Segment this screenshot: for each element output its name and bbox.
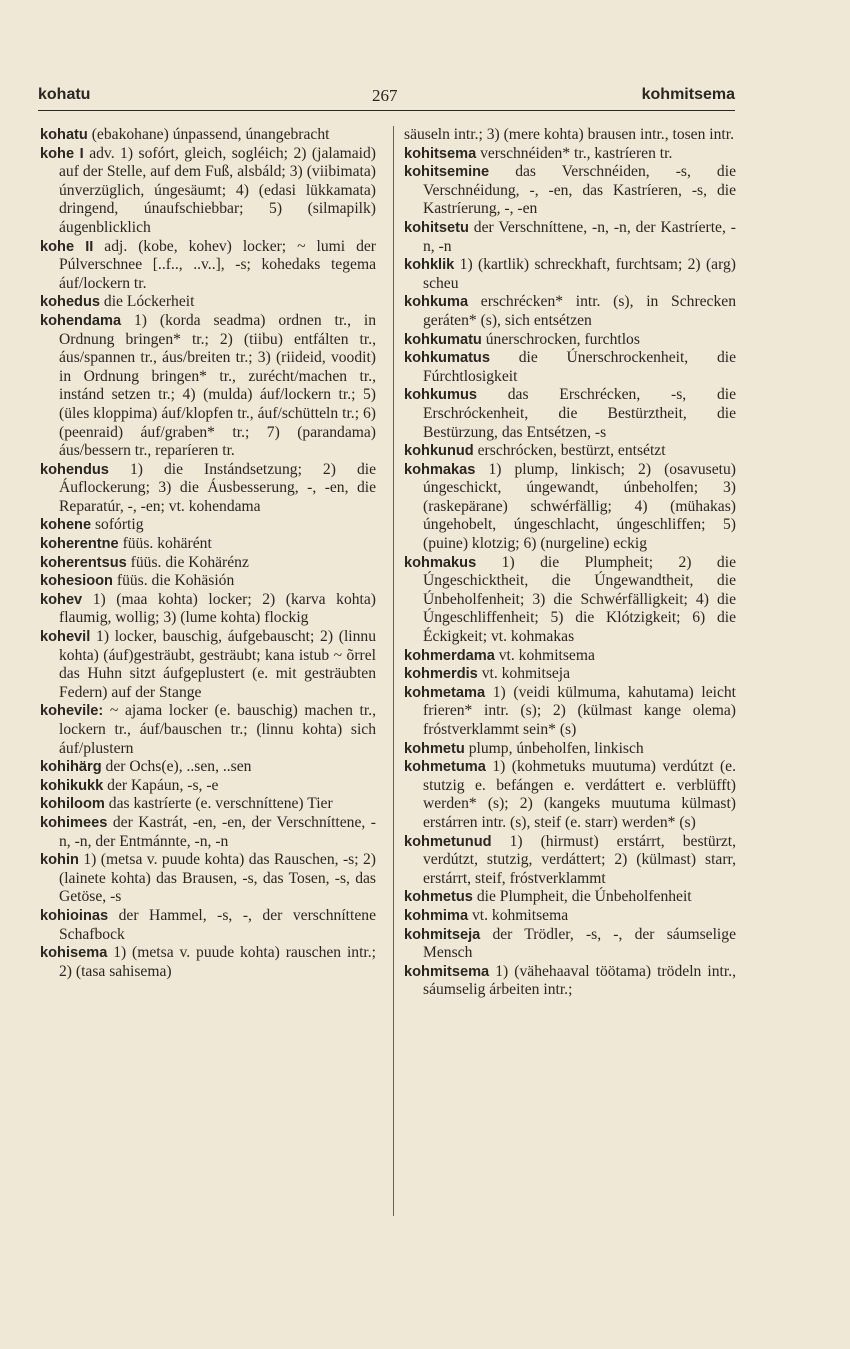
dictionary-entry xyxy=(404,145,736,164)
entry-definition: vt. kohmitseja xyxy=(477,665,571,683)
page-header xyxy=(38,82,735,106)
entry-definition: verschnéiden* tr., kastríeren tr. xyxy=(476,144,673,162)
dictionary-entry xyxy=(404,926,736,963)
entry-definition: das kastríerte (e. verschníttene) Tier xyxy=(104,795,333,813)
entry-headword: kohiloom xyxy=(40,796,105,813)
dictionary-entry xyxy=(404,256,736,293)
dictionary-entry xyxy=(404,740,736,759)
entry-definition: der Kapáun, -s, -e xyxy=(103,776,219,794)
dictionary-entry xyxy=(40,572,376,591)
entry-definition: 1) die Plumpheit; 2) die Úngeschicktheit, die Úngewandtheit, die Únbeholfenheit; 3) die Schwérfälligkeit; 4) die Úngeschliffenheit; 5) die Klótzigkeit; 6) die Éckigkeit; vt. kohmakas xyxy=(423,553,736,646)
entry-definition: vt. kohmitsema xyxy=(468,906,569,924)
entry-definition: der Ochs(e), ..sen, ..sen xyxy=(101,758,252,776)
dictionary-entry xyxy=(404,126,736,145)
entry-headword: kohklik xyxy=(404,257,455,274)
entry-definition: säuseln intr.; 3) (mere kohta) brausen intr., tosen intr. xyxy=(404,126,734,143)
dictionary-entry xyxy=(404,888,736,907)
entry-headword: kohendus xyxy=(40,461,109,478)
header-rule xyxy=(38,110,735,111)
dictionary-entry xyxy=(40,907,376,944)
entry-definition: füüs. die Kohärénz xyxy=(126,553,249,571)
entry-headword: kohe II xyxy=(40,238,94,255)
entry-headword: kohitsemine xyxy=(404,164,490,181)
entry-definition: 1) (metsa v. puude kohta) rauschen intr.; 2) (tasa sahisema) xyxy=(59,944,376,980)
entry-headword: kohmetama xyxy=(404,684,486,701)
entry-definition: sofórtig xyxy=(91,516,144,534)
entry-definition: plump, únbeholfen, linkisch xyxy=(464,739,644,757)
header-left-guide-word: kohatu xyxy=(38,86,91,103)
dictionary-entry xyxy=(404,442,736,461)
dictionary-entry xyxy=(404,758,736,832)
entry-headword: kohkuma xyxy=(404,294,469,311)
dictionary-entry xyxy=(404,386,736,442)
dictionary-entry xyxy=(40,944,376,981)
entry-definition: füüs. die Kohäsión xyxy=(112,572,235,590)
dictionary-entry xyxy=(40,591,376,628)
dictionary-entry xyxy=(40,554,376,573)
entry-headword: kohmetu xyxy=(404,740,465,757)
entry-headword: kohesioon xyxy=(40,573,113,590)
entry-definition: 1) locker, bauschig, áufgebauscht; 2) (linnu kohta) (áuf)gesträubt, gesträubt; kana istub ~ õrrel das Huhn sitzt áufgeplustert (e. mit gesträubten Federn) auf der Stange xyxy=(59,628,376,701)
left-column xyxy=(40,126,376,981)
right-column xyxy=(404,126,736,1000)
entry-definition: der Trödler, -s, -, der sáumselige Mensch xyxy=(423,925,736,962)
entry-definition: adj. (kobe, kohev) locker; ~ lumi der Púlverschnee [..f.., ..v..], -s; kohedaks tegema áuf/lockern tr. xyxy=(59,237,376,292)
dictionary-entry xyxy=(404,833,736,889)
dictionary-entry xyxy=(404,665,736,684)
entry-headword: kohmerdama xyxy=(404,647,495,664)
entry-definition: das Erschrécken, -s, die Erschróckenheit, die Bestürztheit, die Bestürzung, das Entsétzen, -s xyxy=(423,386,736,441)
entry-definition: únerschrocken, furchtlos xyxy=(481,330,640,348)
entry-definition: (ebakohane) únpassend, únangebracht xyxy=(87,126,330,143)
entry-definition: adv. 1) sofórt, gleich, sogléich; 2) (jalamaid) auf der Stelle, auf dem Fuß, alsbáld; 3) (viibimata) únverzüglich, úngesäumt; 4) (edasi lükkamata) dringend, únaufschiebbar; 5) (silmapilk) áugenblicklich xyxy=(59,144,376,236)
dictionary-entry xyxy=(404,349,736,386)
dictionary-entry xyxy=(40,516,376,535)
entry-headword: kohatu xyxy=(40,127,88,143)
entry-definition: erschrécken* intr. (s), in Schrecken geráten* (s), sich entsétzen xyxy=(423,293,736,329)
entry-definition: 1) (kohmetuks muutuma) verdútzt (e. stutzig e. befángen e. verdáttert e. verblüfft) werden* (s); 2) (kangeks muutuma külmast) erstárren intr. (s), steif (e. starr) werden* (s) xyxy=(423,758,736,831)
dictionary-entry xyxy=(40,312,376,461)
entry-headword: kohev xyxy=(40,591,83,608)
entry-headword: kohikukk xyxy=(40,777,104,794)
dictionary-entry xyxy=(40,702,376,758)
dictionary-entry xyxy=(40,238,376,294)
entry-definition: 1) (hirmust) erstárrt, bestürzt, verdútzt, stutzig, verdáttert; 2) (külmast) starr, erstárrt, steif, fróstverklammt xyxy=(423,832,736,887)
entry-definition: ~ ajama locker (e. bauschig) machen tr., lockern tr., áuf/bauschen tr.; (linnu kohta) sich áuf/plustern xyxy=(59,702,376,757)
dictionary-entry xyxy=(40,145,376,238)
entry-headword: koherentne xyxy=(40,536,119,553)
entry-definition: das Verschnéiden, -s, die Verschnéidung, -, -en, das Kastríeren, -s, die Kastríerung, -, -en xyxy=(423,163,736,218)
entry-headword: kohene xyxy=(40,517,92,534)
dictionary-entry xyxy=(404,554,736,647)
entry-headword: kohkumatus xyxy=(404,350,490,367)
entry-headword: kohmakus xyxy=(404,554,477,571)
dictionary-entry xyxy=(404,647,736,666)
entry-headword: kohmitseja xyxy=(404,926,481,943)
page-number: 267 xyxy=(372,86,398,105)
entry-headword: kohioinas xyxy=(40,907,109,924)
dictionary-entry xyxy=(40,293,376,312)
entry-definition: die Únerschrockenheit, die Fúrchtlosigkeit xyxy=(423,349,736,385)
entry-headword: kohmetunud xyxy=(404,833,492,850)
entry-headword: kohe I xyxy=(40,145,84,162)
entry-headword: kohkunud xyxy=(404,443,474,460)
entry-headword: kohimees xyxy=(40,814,108,831)
dictionary-entry xyxy=(404,907,736,926)
entry-headword: kohitsetu xyxy=(404,219,469,236)
entry-definition: 1) (maa kohta) locker; 2) (karva kohta) flaumig, wollig; 3) (lume kohta) flockig xyxy=(59,590,376,627)
entry-headword: kohin xyxy=(40,852,79,869)
dictionary-entry xyxy=(404,684,736,740)
entry-headword: kohkumatu xyxy=(404,331,482,348)
entry-definition: füüs. kohärént xyxy=(118,535,212,553)
entry-headword: kohihärg xyxy=(40,759,102,776)
dictionary-entry xyxy=(404,293,736,330)
entry-headword: kohitsema xyxy=(404,145,477,162)
entry-headword: kohmetus xyxy=(404,889,473,906)
entry-definition: die Plumpheit, die Únbeholfenheit xyxy=(472,888,692,906)
dictionary-entry xyxy=(40,795,376,814)
entry-definition: vt. kohmitsema xyxy=(494,646,595,664)
entry-definition: 1) (korda seadma) ordnen tr., in Ordnung bringen* tr.; 2) (tiibu) entfálten tr., áus/spannen tr., áus/breiten tr.; 3) (riideid, voodit) in Ordnung bringen* tr., zurécht/machen tr., instánd setzen tr.; 4) (mulda) áuf/lockern tr.; 5) (üles kloppima) áuf/klopfen tr., áuf/schütteln tr.; 6) (peenraid) áuf/graben* tr.; 7) (parandama) áus/bessern tr., reparíeren tr. xyxy=(59,311,376,460)
entry-headword: kohisema xyxy=(40,945,108,962)
dictionary-entry xyxy=(404,331,736,350)
entry-definition: 1) (veidi külmuma, kahutama) leicht frieren* intr. (s); 2) (külmast kange olema) fróstverklammt sein* (s) xyxy=(423,683,736,738)
dictionary-entry xyxy=(404,219,736,256)
entry-definition: 1) die Instándsetzung; 2) die Áuflockerung; 3) die Áusbesserung, -, -en, die Reparatúr, -, -en; vt. kohendama xyxy=(59,460,376,515)
entry-definition: der Kastrát, -en, -en, der Verschníttene, -n, -n, der Entmánnte, -n, -n xyxy=(59,813,376,850)
entry-definition: der Verschníttene, -n, -n, der Kastríerte, -n, -n xyxy=(423,218,736,255)
entry-headword: kohmima xyxy=(404,907,469,924)
dictionary-entry xyxy=(40,535,376,554)
entry-headword: kohedus xyxy=(40,294,101,311)
entry-definition: die Lóckerheit xyxy=(100,293,195,311)
entry-definition: 1) (vähehaaval töötama) trödeln intr., sáumselig árbeiten intr.; xyxy=(423,962,736,999)
dictionary-entry xyxy=(40,126,376,145)
header-right-guide-word: kohmitsema xyxy=(641,86,735,103)
entry-headword: kohmitsema xyxy=(404,963,490,980)
entry-headword: kohevil xyxy=(40,629,91,646)
dictionary-entry xyxy=(40,461,376,517)
entry-definition: 1) plump, linkisch; 2) (osavusetu) úngeschickt, úngewandt, únbeholfen; 3) (raskepärane) schwérfällig; 4) (mühakas) úngehobelt, úngeschlacht, úngeschliffen; 5) (puine) klotzig; 6) (nurgeline) eckig xyxy=(423,460,736,553)
dictionary-entry xyxy=(404,461,736,554)
entry-definition: 1) (metsa v. puude kohta) das Rauschen, -s; 2) (lainete kohta) das Brausen, -s, das Tosen, -s, das Getöse, -s xyxy=(59,851,376,906)
column-divider xyxy=(393,126,394,1216)
entry-headword: kohkumus xyxy=(404,387,477,404)
entry-headword: kohmetuma xyxy=(404,759,486,776)
entry-definition: erschrócken, bestürzt, entsétzt xyxy=(473,442,666,460)
dictionary-entry xyxy=(404,163,736,219)
entry-definition: der Hammel, -s, -, der verschníttene Schafbock xyxy=(59,906,376,943)
dictionary-entry xyxy=(40,758,376,777)
entry-headword: koherentsus xyxy=(40,554,127,571)
entry-headword: kohevile: xyxy=(40,703,104,720)
entry-definition: 1) (kartlik) schreckhaft, furchtsam; 2) (arg) scheu xyxy=(423,256,736,292)
entry-headword: kohendama xyxy=(40,312,122,329)
entry-headword: kohmakas xyxy=(404,461,476,478)
dictionary-entry xyxy=(40,777,376,796)
dictionary-entry xyxy=(40,628,376,702)
dictionary-entry xyxy=(40,814,376,851)
entry-headword: kohmerdis xyxy=(404,666,478,683)
dictionary-entry xyxy=(40,851,376,907)
dictionary-entry xyxy=(404,963,736,1000)
